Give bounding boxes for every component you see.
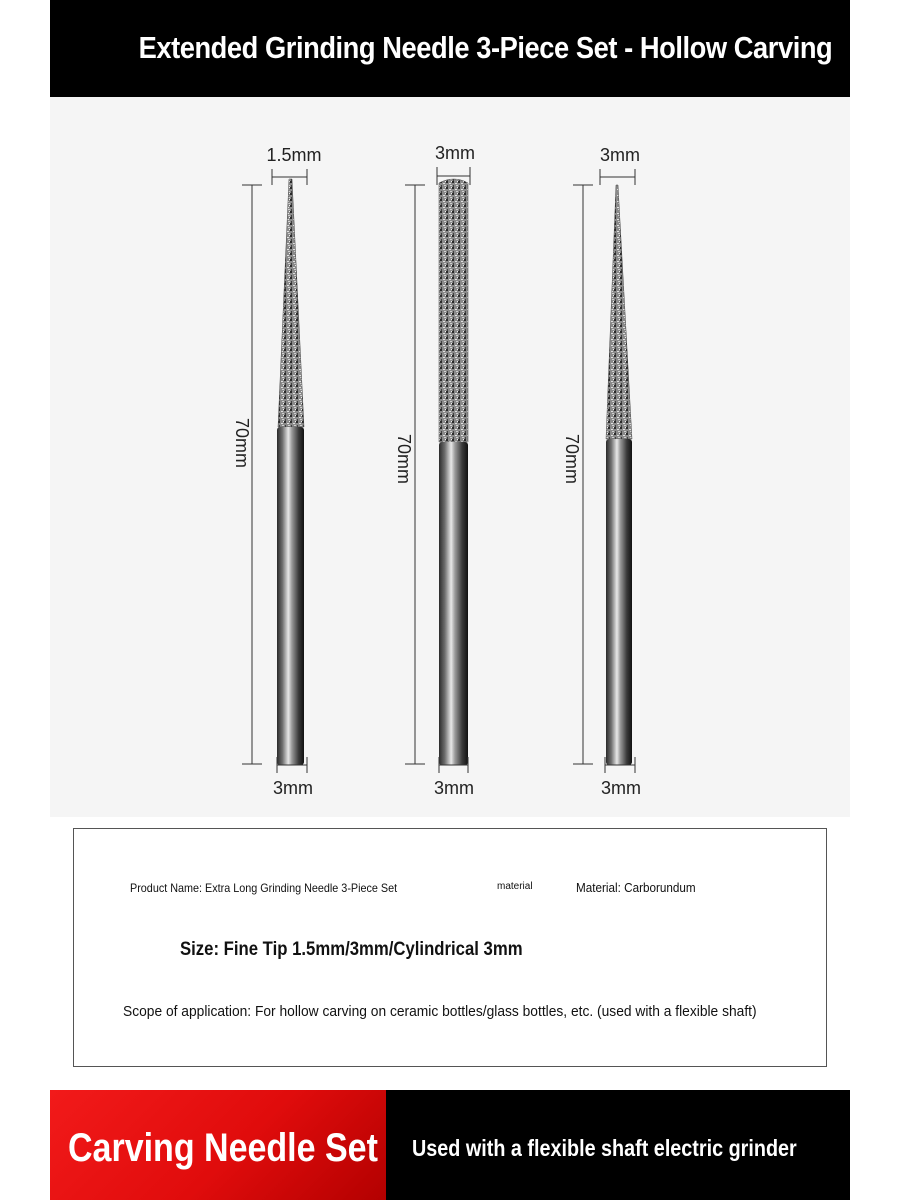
needles-diagram xyxy=(50,97,850,817)
needle-2-length-label: 70mm xyxy=(394,433,414,485)
product-image xyxy=(50,97,850,817)
needle-cylindrical xyxy=(394,143,475,798)
needle-2-shank-label: 3mm xyxy=(434,778,474,798)
spec-material: Material: Carborundum xyxy=(576,880,696,895)
needle-3-shank-label: 3mm xyxy=(601,778,641,798)
spec-box xyxy=(73,828,827,1067)
needle-2-tip-label: 3mm xyxy=(435,143,475,163)
needle-1-tip-label: 1.5mm xyxy=(266,145,322,165)
footer-subtitle: Used with a flexible shaft electric grinder xyxy=(412,1135,797,1161)
needle-1-length-label: 70mm xyxy=(232,417,252,469)
needle-3-length-label: 70mm xyxy=(562,433,582,485)
spec-size: Size: Fine Tip 1.5mm/3mm/Cylindrical 3mm xyxy=(180,939,523,960)
footer-black-panel xyxy=(386,1090,850,1200)
footer-red-panel xyxy=(50,1090,386,1200)
page-title: Extended Grinding Needle 3-Piece Set - Hollow Carving xyxy=(138,30,832,65)
needle-fine-tip xyxy=(232,145,322,798)
needle-3-tip-label: 3mm xyxy=(600,145,640,165)
spec-material-tag: material xyxy=(497,881,533,892)
spec-scope: Scope of application: For hollow carving on ceramic bottles/glass bottles, etc. (used with a flexible shaft) xyxy=(123,1003,757,1020)
header-banner xyxy=(50,0,850,97)
needle-tapered xyxy=(562,145,641,798)
spec-product-name: Product Name: Extra Long Grinding Needle 3-Piece Set xyxy=(130,881,398,895)
footer-title: Carving Needle Set xyxy=(68,1126,378,1170)
needle-1-shank-label: 3mm xyxy=(273,778,313,798)
